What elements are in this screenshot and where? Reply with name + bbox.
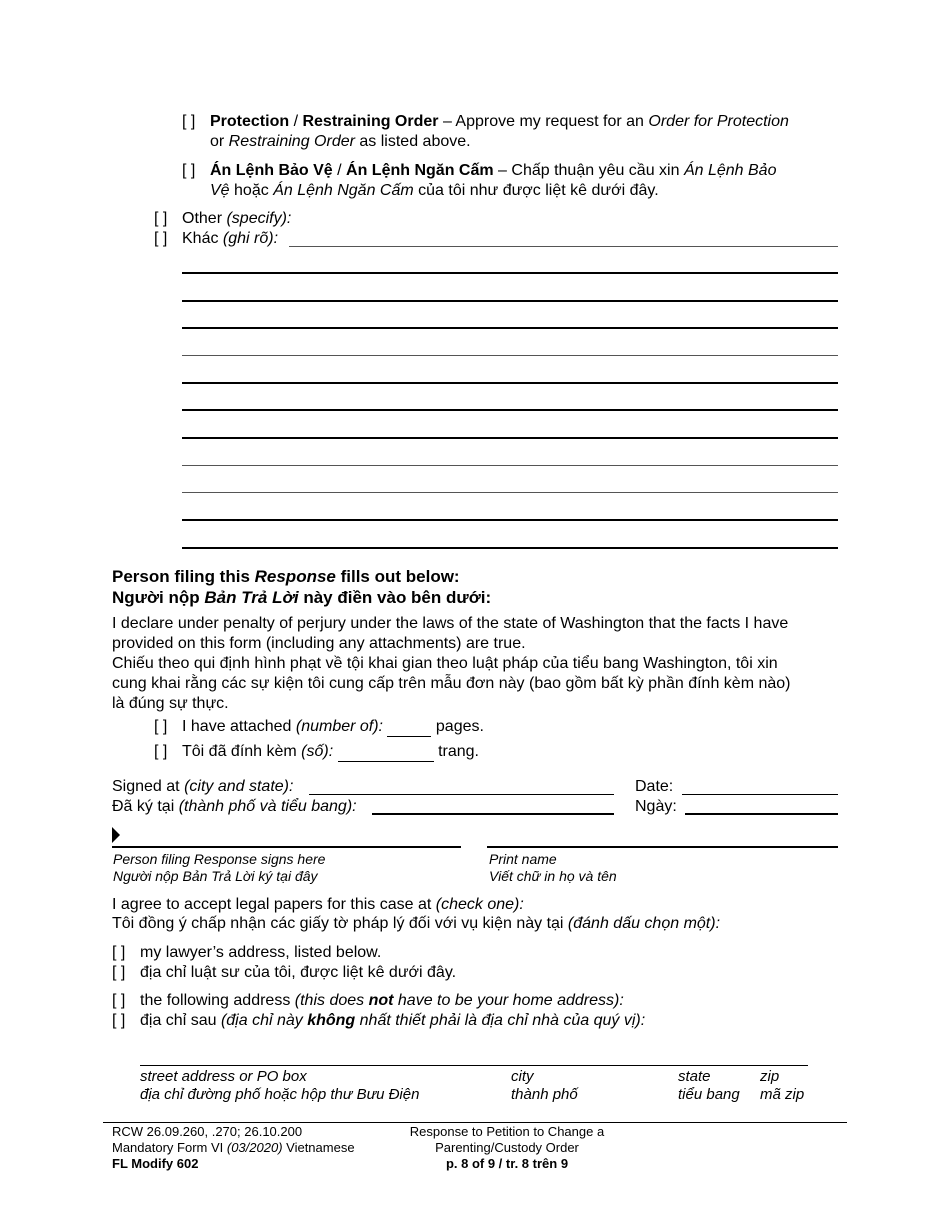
heading-part: fills out below:: [335, 567, 460, 586]
sign-here-label: Person filing Response signs here: [113, 851, 326, 867]
protection-order-name-vi: Án Lệnh Bảo: [683, 162, 777, 179]
following-hint-vi-end: nhất thiết phải là địa chỉ nhà của quý vị):: [355, 1012, 646, 1029]
street-label: street address or PO box: [140, 1068, 307, 1085]
other-option-en: [154, 209, 291, 229]
heading-part-vi: Người nộp: [112, 588, 205, 607]
footer-rcw: RCW 26.09.260, .270; 26.10.200: [112, 1124, 303, 1139]
following-address-label-vi: địa chỉ sau: [140, 1012, 221, 1029]
attachments-en: [154, 717, 484, 737]
other-label: Other: [182, 210, 227, 227]
lawyer-address-label-vi: địa chỉ luật sư của tôi, được liệt kê dưới đây.: [140, 964, 457, 981]
attach-count-field[interactable]: [387, 720, 431, 737]
following-address-label: the following address: [140, 992, 295, 1009]
specify-line[interactable]: [182, 355, 838, 356]
print-name-field[interactable]: [487, 846, 838, 848]
footer-title-line1: Response to Petition to Change a: [409, 1124, 605, 1139]
response-heading-en: [112, 566, 460, 587]
signed-label-vi: Đã ký tại: [112, 798, 179, 815]
signed-at-vi: [112, 797, 357, 817]
declaration-vi-line3: là đúng sự thực.: [112, 695, 229, 712]
specify-line[interactable]: [182, 492, 838, 493]
other-checkbox[interactable]: [ ]: [154, 210, 168, 227]
signature-arrow-icon: [112, 827, 122, 845]
attach-hint-vi: (số):: [301, 743, 334, 760]
declaration-vi-line1: Chiếu theo qui định hình phạt về tội khai gian theo luật pháp của tiểu bang Washington, tôi xin: [112, 655, 778, 672]
attach-label-vi: Tôi đã đính kèm: [182, 743, 302, 760]
legal-papers-intro-en: [112, 895, 524, 915]
other-label-vi: Khác: [182, 230, 223, 247]
signed-hint-vi: (thành phố và tiểu bang):: [178, 798, 357, 815]
city-label: city: [511, 1068, 534, 1085]
specify-line[interactable]: [182, 409, 838, 411]
following-address-checkbox-vi[interactable]: [ ]: [112, 1012, 126, 1029]
specify-line[interactable]: [182, 272, 838, 274]
lawyer-address-option-vi: [112, 963, 456, 983]
date-field[interactable]: [682, 794, 838, 795]
state-label-vi: tiểu bang: [678, 1086, 740, 1103]
attach-hint: (number of):: [295, 718, 383, 735]
following-address-option-vi: [112, 1011, 645, 1031]
specify-line[interactable]: [182, 437, 838, 439]
protection-desc-end: as listed above.: [354, 133, 471, 150]
legal-intro-hint: (check one):: [435, 896, 524, 913]
attach-end-vi: trang.: [433, 743, 479, 760]
following-address-checkbox[interactable]: [ ]: [112, 992, 126, 1009]
legal-intro-hint-vi: (đánh dấu chọn một):: [567, 915, 721, 932]
protection-checkbox[interactable]: [ ]: [182, 113, 196, 130]
restraining-label-vi: Án Lệnh Ngăn Cấm: [346, 162, 494, 179]
restraining-order-name: Restraining Order: [228, 133, 355, 150]
footer-page-number: p. 8 of 9 / tr. 8 trên 9: [445, 1156, 569, 1171]
following-not: not: [368, 992, 394, 1009]
footer-divider: [103, 1122, 847, 1123]
separator-vi: /: [332, 162, 347, 179]
signed-at-field[interactable]: [309, 794, 614, 795]
following-khong: không: [307, 1012, 356, 1029]
protection-option-en: [182, 112, 789, 132]
legal-intro: I agree to accept legal papers for this case at: [112, 896, 436, 913]
protection-desc: – Approve my request for an: [438, 113, 649, 130]
signed-label: Signed at: [112, 778, 185, 795]
protection-desc-vi: – Chấp thuận yêu cầu xin: [493, 162, 684, 179]
legal-papers-intro-vi: [112, 914, 720, 934]
other-hint: (specify):: [226, 210, 292, 227]
attach-end: pages.: [431, 718, 484, 735]
attach-label: I have attached: [182, 718, 296, 735]
restraining-order-name-vi: Án Lệnh Ngăn Cấm: [273, 182, 414, 199]
street-label-vi: địa chỉ đường phố hoặc hộp thư Bưu Điện: [140, 1086, 420, 1103]
protection-label-vi: Án Lệnh Bảo Vệ: [210, 162, 333, 179]
protection-checkbox-vi[interactable]: [ ]: [182, 162, 196, 179]
address-field[interactable]: [140, 1065, 808, 1066]
legal-intro-vi: Tôi đồng ý chấp nhận các giấy tờ pháp lý đối với vụ kiện này tại: [112, 915, 568, 932]
response-heading-vi: [112, 587, 491, 608]
mandatory-text: Mandatory Form VI: [112, 1140, 227, 1155]
mandatory-lang: Vietnamese: [282, 1140, 355, 1155]
zip-label: zip: [760, 1068, 780, 1085]
state-label: state: [678, 1068, 711, 1085]
signed-hint: (city and state):: [184, 778, 294, 795]
declaration-en-line2: provided on this form (including any attachments) are true.: [112, 635, 526, 652]
print-name-label-vi: Viết chữ in họ và tên: [489, 868, 617, 884]
print-name-label: Print name: [489, 851, 557, 867]
signature-field[interactable]: [112, 846, 461, 848]
footer-title-line2: Parenting/Custody Order: [435, 1140, 579, 1155]
other-hint-vi: (ghi rõ):: [222, 230, 279, 247]
lawyer-address-label: my lawyer’s address, listed below.: [140, 944, 382, 961]
declaration-vi-line2: cung khai rằng các sự kiện tôi cung cấp trên mẫu đơn này (bao gồm bất kỳ phần đính kèm nào): [112, 675, 791, 692]
specify-line[interactable]: [182, 327, 838, 329]
separator: /: [289, 113, 303, 130]
protection-label: Protection: [210, 113, 290, 130]
or-text-vi: hoặc: [229, 182, 274, 199]
or-text: or: [210, 133, 229, 150]
sign-here-label-vi: Người nộp Bản Trả Lời ký tại đây: [113, 868, 318, 884]
date-label-vi: Ngày:: [635, 798, 677, 815]
following-hint: (this does: [294, 992, 369, 1009]
heading-part-vi: này điền vào bên dưới:: [298, 588, 492, 607]
protection-option-vi: [182, 161, 776, 181]
following-hint-end: have to be your home address):: [393, 992, 624, 1009]
footer-mandatory: [112, 1140, 355, 1156]
attachments-vi: [154, 742, 479, 762]
specify-line[interactable]: [182, 382, 838, 384]
date-field-vi[interactable]: [685, 813, 838, 815]
specify-line[interactable]: [182, 547, 838, 549]
specify-line[interactable]: [182, 300, 838, 302]
signed-at-field-vi[interactable]: [372, 813, 614, 815]
protection-order-name-vi-end: Vệ: [210, 182, 230, 199]
lawyer-address-checkbox-vi[interactable]: [ ]: [112, 964, 126, 981]
signed-at-en: [112, 777, 293, 797]
following-address-option-en: [112, 991, 624, 1011]
other-option-vi: [154, 229, 278, 249]
declaration-en-line1: I declare under penalty of perjury under the laws of the state of Washington that the facts I have: [112, 615, 789, 632]
protection-order-name: Order for Protection: [648, 113, 789, 130]
specify-line[interactable]: [182, 519, 838, 521]
lawyer-address-checkbox[interactable]: [ ]: [112, 944, 126, 961]
protection-desc-vi-end: của tôi như được liệt kê dưới đây.: [413, 182, 659, 199]
attach-count-field-vi[interactable]: [338, 745, 434, 762]
other-checkbox-vi[interactable]: [ ]: [154, 230, 168, 247]
specify-line[interactable]: [182, 465, 838, 466]
heading-response-word-vi: Bản Trả Lời: [204, 588, 299, 607]
mandatory-date: (03/2020): [226, 1140, 283, 1155]
lawyer-address-option-en: [112, 943, 381, 963]
restraining-label: Restraining Order: [302, 113, 439, 130]
footer-form-id: FL Modify 602: [112, 1156, 199, 1171]
date-label: Date:: [635, 778, 674, 795]
other-specify-field[interactable]: [289, 246, 838, 247]
attachments-checkbox[interactable]: [ ]: [154, 718, 168, 735]
protection-option-vi-line2: [210, 181, 659, 201]
heading-response-word: Response: [254, 567, 336, 586]
attachments-checkbox-vi[interactable]: [ ]: [154, 743, 168, 760]
protection-option-en-line2: [210, 132, 471, 152]
zip-label-vi: mã zip: [760, 1086, 805, 1103]
city-label-vi: thành phố: [511, 1086, 578, 1103]
heading-part: Person filing this: [112, 567, 255, 586]
following-hint-vi: (địa chỉ này: [220, 1012, 308, 1029]
